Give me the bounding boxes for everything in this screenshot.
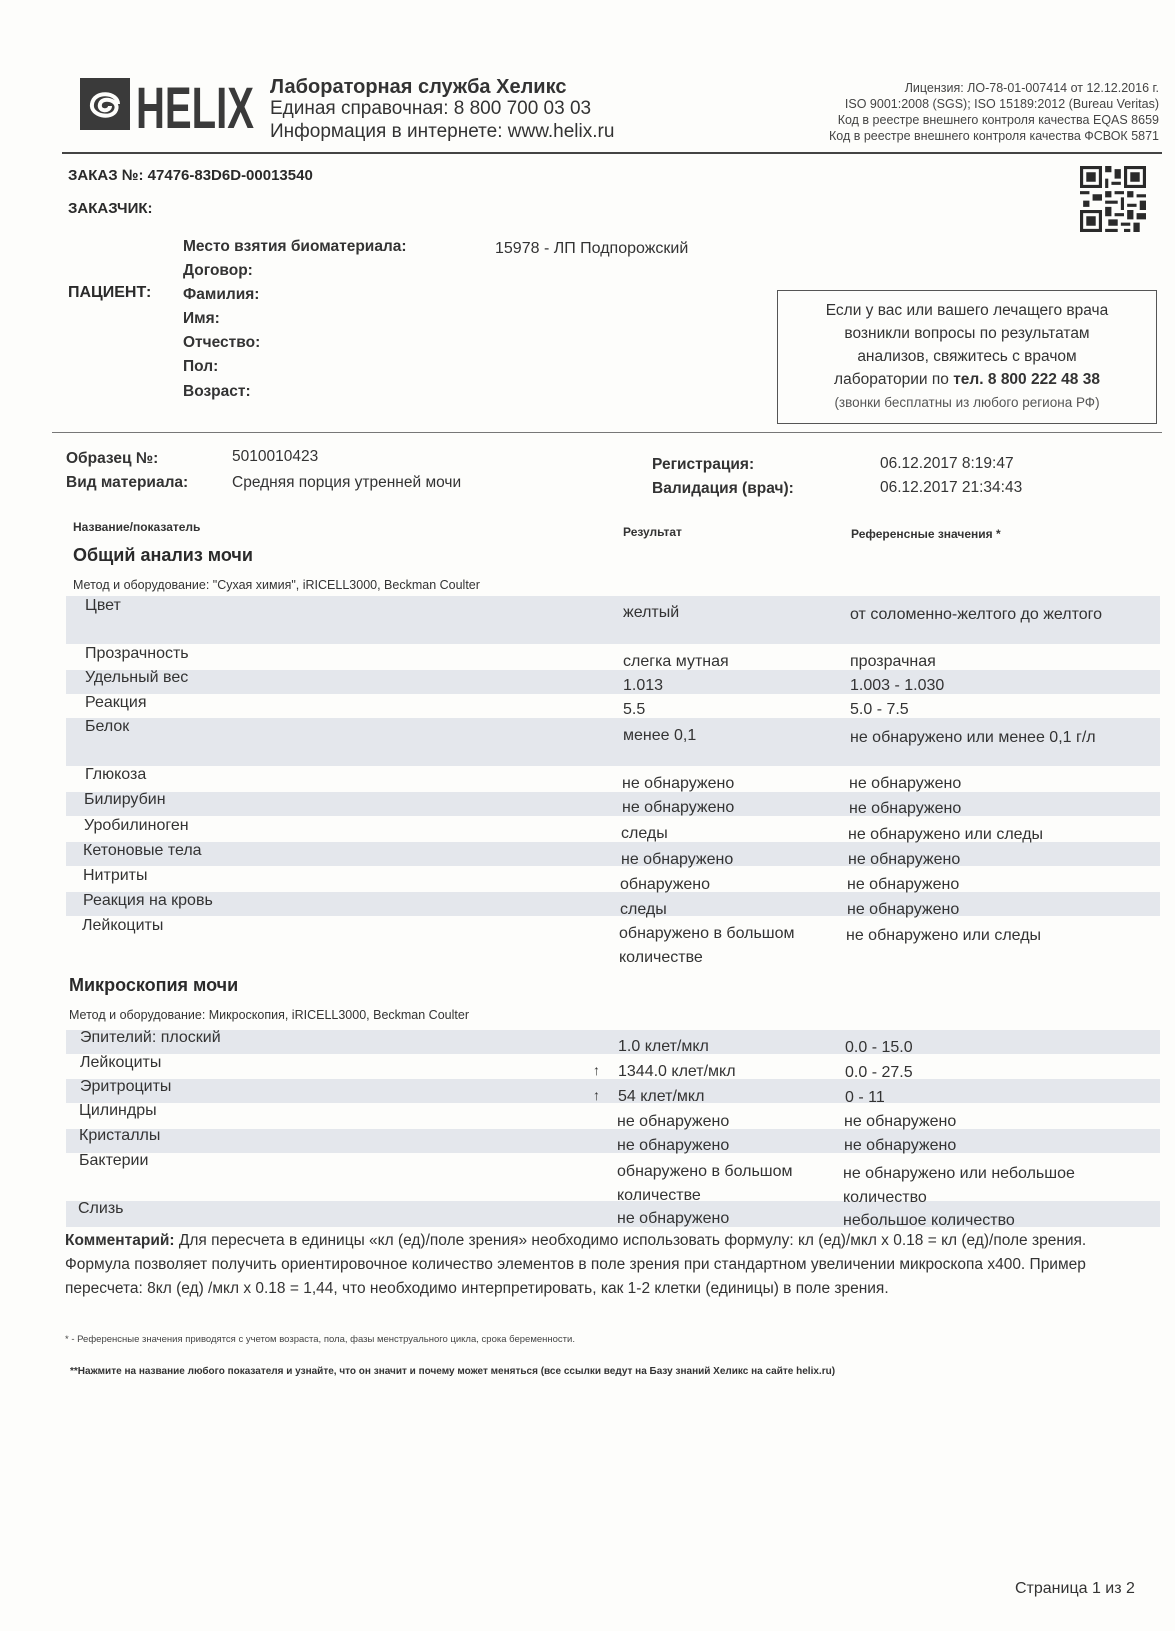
license-block — [829, 80, 1159, 144]
patient-label: ПАЦИЕНТ: — [68, 284, 152, 301]
test-result: следы — [621, 825, 668, 842]
comment-label: Комментарий: — [65, 1232, 175, 1249]
license-line: Лицензия: ЛО-78-01-007414 от 12.12.2016 г. — [904, 81, 1159, 95]
lab-name: Лабораторная служба Хеликс — [270, 76, 567, 98]
method-microscopy: Метод и оборудование: Микроскопия, iRICELL3000, Beckman Coulter — [69, 1008, 469, 1022]
comment-text: Для пересчета в единицы «кл (ед)/поле зрения» необходимо использовать формулу: кл (ед)/мкл х 0.18 = кл (ед)/поле зрения. Формула позволяет получить ориентировочное количество элементов в поле зрения при стандартном увеличении микроскопа х400. Пример пересчета: 8кл (ед) /мкл х 0.18 = 1,44, что необходимо интерпретировать, как 1-2 клетки (единицы) в поле зрения. — [65, 1232, 1087, 1297]
field-contract: Договор: — [183, 262, 253, 279]
patient-divider — [52, 432, 1162, 433]
test-name[interactable]: Эпителий: плоский — [80, 1029, 221, 1046]
column-reference: Референсные значения * — [851, 527, 1001, 541]
license-line: ISO 9001:2008 (SGS); ISO 15189:2012 (Bureau Veritas) — [844, 97, 1159, 111]
test-reference: от соломенно-желтого до желтого — [850, 606, 1103, 623]
test-result: обнаружено в большом количестве — [619, 925, 795, 966]
test-result: желтый — [623, 604, 680, 621]
biomaterial-place-value: 15978 - ЛП Подпорожский — [495, 240, 689, 257]
test-reference: не обнаружено или следы — [846, 927, 1042, 944]
material-label: Вид материала: — [66, 474, 189, 491]
column-name: Название/показатель — [73, 520, 201, 534]
sample-number-value: 5010010423 — [232, 448, 319, 465]
test-name[interactable]: Цилиндры — [79, 1102, 157, 1119]
test-reference: не обнаружено или следы — [848, 826, 1044, 843]
field-patronymic: Отчество: — [183, 334, 261, 351]
test-result: не обнаружено — [617, 1137, 730, 1154]
test-reference: небольшое количество — [843, 1212, 1015, 1229]
test-reference: не обнаружено — [848, 851, 961, 868]
test-reference: 0 - 11 — [845, 1089, 885, 1106]
test-reference: 1.003 - 1.030 — [850, 677, 945, 694]
test-reference: 0.0 - 27.5 — [845, 1064, 913, 1081]
test-name[interactable]: Бактерии — [79, 1152, 149, 1169]
doctor-help-box — [777, 290, 1157, 424]
test-result: не обнаружено — [617, 1113, 730, 1130]
test-result: 1.0 клет/мкл — [618, 1038, 709, 1055]
qr-code-icon — [1080, 166, 1146, 232]
help-line: лаборатории по тел. 8 800 222 48 38 — [834, 371, 1100, 388]
test-reference: не обнаружено — [847, 901, 960, 918]
test-result: не обнаружено — [622, 775, 735, 792]
flag-high-icon: ↑ — [593, 1062, 600, 1078]
test-name[interactable]: Лейкоциты — [82, 917, 164, 934]
field-biomaterial-place: Место взятия биоматериала: — [183, 238, 407, 255]
test-result: не обнаружено — [617, 1210, 730, 1227]
field-first-name: Имя: — [183, 310, 220, 327]
test-reference: не обнаружено — [844, 1137, 957, 1154]
test-name[interactable]: Билирубин — [84, 791, 166, 808]
test-reference: не обнаружено или менее 0,1 г/л — [850, 729, 1096, 746]
field-sex: Пол: — [183, 358, 219, 375]
test-name[interactable]: Кристаллы — [79, 1127, 161, 1144]
field-surname: Фамилия: — [183, 286, 260, 303]
test-reference: прозрачная — [850, 653, 936, 670]
logo-text: HELIX — [136, 76, 255, 141]
test-reference: не обнаружено — [847, 876, 960, 893]
help-line: возникли вопросы по результатам — [844, 325, 1090, 342]
test-result: обнаружено — [620, 876, 711, 893]
test-name[interactable]: Прозрачность — [85, 645, 189, 662]
help-line-note: (звонки бесплатны из любого региона РФ) — [834, 395, 1100, 410]
field-age: Возраст: — [183, 383, 251, 400]
helix-logo — [80, 72, 258, 141]
test-name[interactable]: Кетоновые тела — [83, 842, 202, 859]
test-reference: 5.0 - 7.5 — [850, 701, 909, 718]
section-title-urinalysis: Общий анализ мочи — [73, 545, 253, 565]
page-number: Страница 1 из 2 — [1015, 1580, 1135, 1597]
footnote-reference: * - Референсные значения приводятся с учетом возраста, пола, фазы менструального цикла, срока беременности. — [65, 1334, 575, 1345]
order-number: ЗАКАЗ №: 47476-83D6D-00013540 — [68, 167, 313, 184]
header-divider — [62, 152, 1162, 154]
section-title-microscopy: Микроскопия мочи — [69, 975, 239, 995]
registration-label: Регистрация: — [652, 456, 755, 473]
comment-block — [65, 1229, 1095, 1301]
registration-value: 06.12.2017 8:19:47 — [880, 455, 1014, 472]
test-result: следы — [620, 901, 667, 918]
test-result: не обнаружено — [622, 799, 735, 816]
validation-value: 06.12.2017 21:34:43 — [880, 479, 1023, 496]
footnote-links: **Нажмите на название любого показателя и узнайте, что он значит и почему может меняться (все ссылки ведут на Базу знаний Хеликс на сайте helix.ru) — [70, 1366, 836, 1377]
test-result: не обнаружено — [621, 851, 734, 868]
test-name[interactable]: Уробилиноген — [84, 817, 189, 834]
test-result: слегка мутная — [623, 653, 729, 670]
customer-label: ЗАКАЗЧИК: — [68, 200, 153, 217]
lab-phone: Единая справочная: 8 800 700 03 03 — [270, 98, 592, 119]
test-result: 54 клет/мкл — [618, 1088, 705, 1105]
test-name[interactable]: Нитриты — [83, 867, 148, 884]
license-line: Код в реестре внешнего контроля качества EQAS 8659 — [837, 113, 1159, 127]
license-line: Код в реестре внешнего контроля качества ФСВОК 5871 — [828, 129, 1159, 143]
test-result: 1.013 — [623, 677, 664, 694]
test-name[interactable]: Реакция на кровь — [83, 892, 213, 909]
test-result: менее 0,1 — [623, 727, 697, 744]
help-line: Если у вас или вашего лечащего врача — [825, 302, 1109, 319]
test-result: 5.5 — [623, 701, 646, 718]
test-reference: не обнаружено — [849, 800, 962, 817]
test-result: 1344.0 клет/мкл — [618, 1063, 736, 1080]
test-name[interactable]: Реакция — [85, 694, 147, 711]
help-line: анализов, свяжитесь с врачом — [857, 348, 1077, 365]
test-reference: не обнаружено или небольшое количество — [843, 1165, 1075, 1206]
sample-number-label: Образец №: — [66, 450, 159, 467]
material-value: Средняя порция утренней мочи — [232, 474, 462, 491]
validation-label: Валидация (врач): — [652, 480, 794, 497]
test-reference: 0.0 - 15.0 — [845, 1039, 913, 1056]
test-name[interactable]: Удельный вес — [85, 669, 189, 686]
method-urinalysis: Метод и оборудование: "Сухая химия", iRICELL3000, Beckman Coulter — [73, 578, 480, 592]
test-name[interactable]: Слизь — [78, 1200, 124, 1217]
test-name[interactable]: Цвет — [85, 597, 121, 614]
help-phone[interactable]: тел. 8 800 222 48 38 — [953, 371, 1100, 388]
test-name[interactable]: Эритроциты — [80, 1078, 172, 1095]
lab-website[interactable]: Информация в интернете: www.helix.ru — [270, 121, 615, 142]
test-result: обнаружено в большом количестве — [617, 1163, 793, 1204]
test-name[interactable]: Лейкоциты — [80, 1054, 162, 1071]
test-reference: не обнаружено — [849, 775, 962, 792]
flag-high-icon: ↑ — [593, 1087, 600, 1103]
test-name[interactable]: Белок — [85, 718, 130, 735]
test-reference: не обнаружено — [844, 1113, 957, 1130]
column-result: Результат — [623, 525, 682, 539]
test-name[interactable]: Глюкоза — [85, 766, 147, 783]
